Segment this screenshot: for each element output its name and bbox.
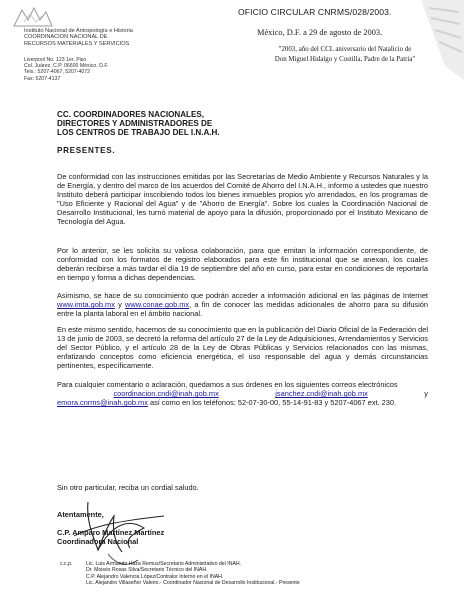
ccp-item: Lic. Luis Armando Haza Remus/Secretario Administrativo del INAH. — [86, 561, 242, 567]
motto-line: "2003, año del CCL aniversario del Natalicio de — [278, 46, 412, 53]
email-coordinacion[interactable]: coordinacion.cndi@inah.gob.mx — [113, 389, 219, 399]
addressee-line: DIRECTORES Y ADMINISTRADORES DE — [57, 119, 213, 129]
paragraph-5-intro: Para cualquier comentario o aclaración, quedamos a sus órdenes en los siguientes correos electrónicos — [57, 380, 398, 389]
paragraph-3-text: Asimismo, se hace de su conocimiento que podrán acceder a información adicional en las páginas de Internet — [57, 291, 428, 300]
email-and: y — [424, 389, 428, 399]
ccp-item: Lic. Alejandro Villaseñor Valerio.- Coordinador Nacional de Desarrollo Institucional.- Presente — [86, 579, 300, 586]
signatory-name: C.P. Amparo Martínez Martínez — [57, 528, 165, 537]
addressee-line-cut: LOS CENTROS DE TRABAJO DEL I.N.A.H. — [57, 128, 220, 138]
conae-link[interactable]: www.conae.gob.mx — [125, 300, 190, 310]
phones-text: así como en los teléfonos: 52-07-30-00, 55-14-91-83 y 5207-4067 ext. 230. — [149, 398, 397, 408]
atentamente: Atentamente, — [57, 510, 104, 519]
paragraph-5 — [57, 380, 428, 407]
paragraph-3-text-end: , a fin de conocer las medidas adicionales de ahorro para su difusión entre la planta laboral en el ámbito nacional. — [57, 300, 428, 319]
ccp-label: c.c.p. — [60, 561, 73, 567]
document-date: México, D.F. a 29 de agosto de 2003. — [257, 28, 383, 37]
signatory-title: Coordinadora Nacional — [57, 537, 139, 547]
institution-line: Instituto Nacional de Antropología e Historia — [24, 28, 133, 34]
paragraph-3-and: y — [118, 300, 122, 310]
paragraph-4: En este mismo sentido, hacemos de su conocimiento que en la publicación del Diario Oficial de la Federación del 13 de junio de 2003, se decretó la reforma del artículo 27 de la Ley de Adquisiciones, Arrendamientos y Servicios del Sector Público, y el artículo 28 de la Ley de Obras Públicas y Servicios relacionados con las mismas, enfatizando conceptos como eficiencia energética, el uso responsable del agua y demás circunstancias pertinentes, específicamente. — [57, 325, 428, 371]
ccp-item: C.P. Alejandro Valencia López/Contralor Interno en el INAH. — [86, 573, 224, 580]
presentes: PRESENTES. — [57, 146, 116, 155]
signatory — [57, 528, 164, 547]
institution-line: COORDINACION NACIONAL DE — [24, 34, 108, 41]
imta-link[interactable]: www.imta.gob.mx — [57, 300, 115, 310]
email-emora[interactable]: emora.cnrms@inah.gob.mx — [57, 398, 148, 408]
address-line: Tels.: 5207-4067, 5207-4072 — [24, 69, 91, 76]
ccp-item: Dr. Moisés Rosas Silva/Secretario Técnico del INAH. — [86, 567, 208, 574]
oficio-number: OFICIO CIRCULAR CNRMS/028/2003. — [238, 7, 392, 17]
paragraph-3 — [57, 291, 428, 318]
paragraph-2: Por lo anterior, se les solicita su valiosa colaboración, para que emitan la información correspondiente, de conformidad con los formatos de registro elaborados para este fin institucional que se anexan, los cuales deberán recibirse a más tardar el día 19 de septiembre del año en curso, para estar en condiciones de reportarla en tiempo y forma a dichas dependencias. — [57, 246, 428, 283]
institution-block — [24, 28, 194, 47]
paragraph-1: De conformidad con las instrucciones emitidas por las Secretarías de Medio Ambiente y Recursos Naturales y la de Energía, y dentro del marco de los acuerdos del Comité de Ahorro del I.N.A.H., informo a ustedes que nuestro Instituto deberá participar inscribiendo todos los bienes inmuebles propios y/o arrendados, en los programas de "Uso Eficiente y Racional del Agua" y de "Ahorro de Energía". Sobre los cuales la Coordinación Nacional de Desarrollo Institucional, les turnó material de apoyo para la difusión, proporcionado por el Instituto Mexicano de Tecnología del Agua. — [57, 172, 428, 227]
phones-line — [57, 398, 428, 407]
addressee-line: CC. COORDINADORES NACIONALES, — [57, 110, 205, 119]
email-line — [57, 389, 428, 398]
addressee — [57, 110, 257, 138]
address-line: Col. Juárez, C.P. 06600 México, D.F. — [24, 63, 109, 70]
ccp-list — [86, 561, 436, 586]
greeting: Sin otro particular, reciba un cordial saludo. — [57, 483, 199, 492]
motto-line: Don Miguel Hidalgo y Costilla, Padre de la Patria" — [274, 55, 416, 63]
folio-ribbon-icon — [415, 0, 464, 80]
address-line: Fax: 5207-4137 — [24, 75, 61, 82]
address-line: Liverpool No. 123 1er. Piso — [24, 57, 87, 63]
address-block — [24, 57, 194, 82]
email-jsanchez[interactable]: jsanchez.cndi@inah.gob.mx — [275, 389, 368, 399]
institution-line: RECURSOS MATERIALES Y SERVICIOS — [24, 40, 130, 47]
